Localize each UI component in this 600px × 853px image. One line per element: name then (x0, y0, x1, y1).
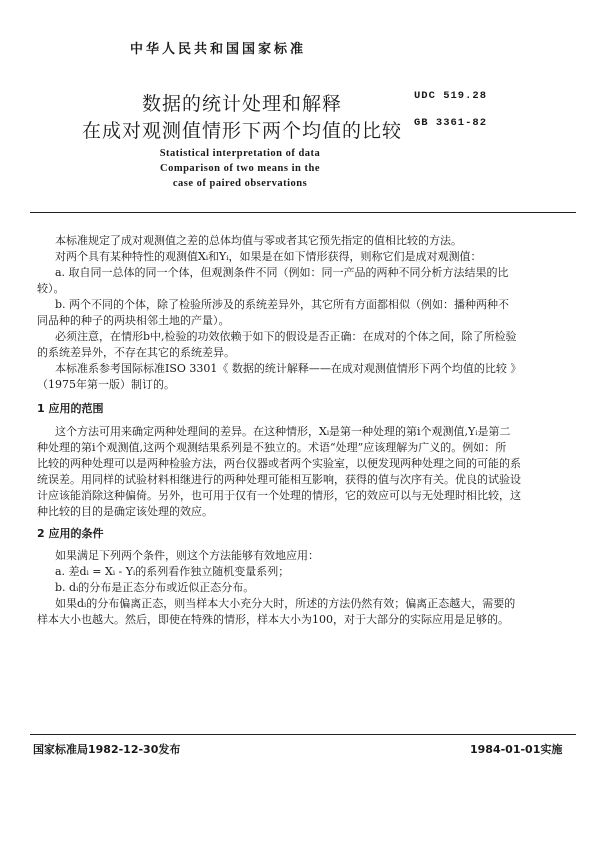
header-divider (30, 212, 576, 213)
issuing-authority: 中华人民共和国国家标准 (130, 42, 307, 57)
section-1-heading: 1 应用的范围 (37, 402, 104, 415)
section-2-heading: 2 应用的条件 (37, 527, 104, 540)
section-2-line: a. 差dᵢ = Xᵢ - Yᵢ的系列看作独立随机变量系列； (55, 565, 290, 578)
section-1-line: 这个方法可用来确定两种处理间的差异。在这种情形，Xᵢ是第一种处理的第i个观测值,Yᵢ是第二 (55, 425, 511, 438)
section-2-line: 如果dᵢ的分布偏离正态，则当样本大小充分大时，所述的方法仍然有效；偏离正态越大，需要的 (55, 597, 516, 610)
issue-date: 国家标准局1982-12-30发布 (33, 743, 181, 756)
intro-line: 对两个具有某种特性的观测值Xᵢ和Yᵢ，如果是在如下情形获得，则称它们是成对观测值： (55, 250, 482, 263)
intro-line: （1975年第一版）制订的。 (37, 378, 175, 391)
effective-date: 1984-01-01实施 (470, 743, 563, 756)
intro-line: b. 两个不同的个体，除了检验所涉及的系统差异外，其它所有方面都相似（例如：播种两种不 (55, 298, 510, 311)
intro-line: 同品种的种子的两块相邻土地的产量）。 (37, 314, 230, 327)
footer-divider (30, 734, 576, 735)
section-1-line: 种处理的第i个观测值,这两个观测结果系列是不独立的。术语“处理”应该理解为广义的。例如：所 (37, 441, 507, 454)
section-1-line: 计应该能消除这种偏倚。另外，也可用于仅有一个处理的情形，它的效应可以与无处理时相比较，这 (37, 489, 521, 502)
intro-line: 本标准系参考国际标准ISO 3301《 数据的统计解释——在成对观测值情形下两个均值的比较 》 (55, 362, 522, 375)
section-1-line: 比较的两种处理可以是两种检验方法，两台仪器或者两个实验室，以便发现两种处理之间的可能的系 (37, 457, 521, 470)
section-1-line: 统误差。用同样的试验材料相继进行的两种处理可能相互影响，获得的值与次序有关。优良的试验设 (37, 473, 521, 486)
intro-line: a. 取自同一总体的同一个体，但观测条件不同（例如：同一产品的两种不同分析方法结果的比 (55, 266, 509, 279)
intro-line: 本标准规定了成对观测值之差的总体均值与零或者其它预先指定的值相比较的方法。 (55, 234, 462, 247)
title-chinese-line1: 数据的统计处理和解释 (142, 93, 343, 115)
title-chinese-line2: 在成对观测值情形下两个均值的比较 (82, 120, 403, 142)
intro-line: 的系统差异外，不存在其它的系统差异。 (37, 346, 235, 359)
udc-code: UDC 519.28 (414, 90, 488, 102)
intro-line: 必须注意，在情形b中,检验的功效依赖于如下的假设是否正确：在成对的个体之间，除了所检验 (55, 330, 517, 343)
intro-line: 较）。 (37, 282, 65, 295)
title-english-line3: case of paired observations (172, 178, 308, 189)
title-english-line2: Comparison of two means in the (160, 163, 320, 174)
section-1-line: 种比较的目的是确定该处理的效应。 (37, 505, 213, 518)
title-english-line1: Statistical interpretation of data (159, 148, 321, 159)
section-2-line: 如果满足下列两个条件，则这个方法能够有效地应用： (55, 549, 319, 562)
section-2-line: 样本大小也越大。然后，即使在特殊的情形，样本大小为100，对于大部分的实际应用是足够的。 (37, 613, 509, 626)
section-2-line: b. dᵢ的分布是正态分布或近似正态分布。 (55, 581, 255, 594)
gb-code: GB 3361-82 (414, 117, 488, 129)
